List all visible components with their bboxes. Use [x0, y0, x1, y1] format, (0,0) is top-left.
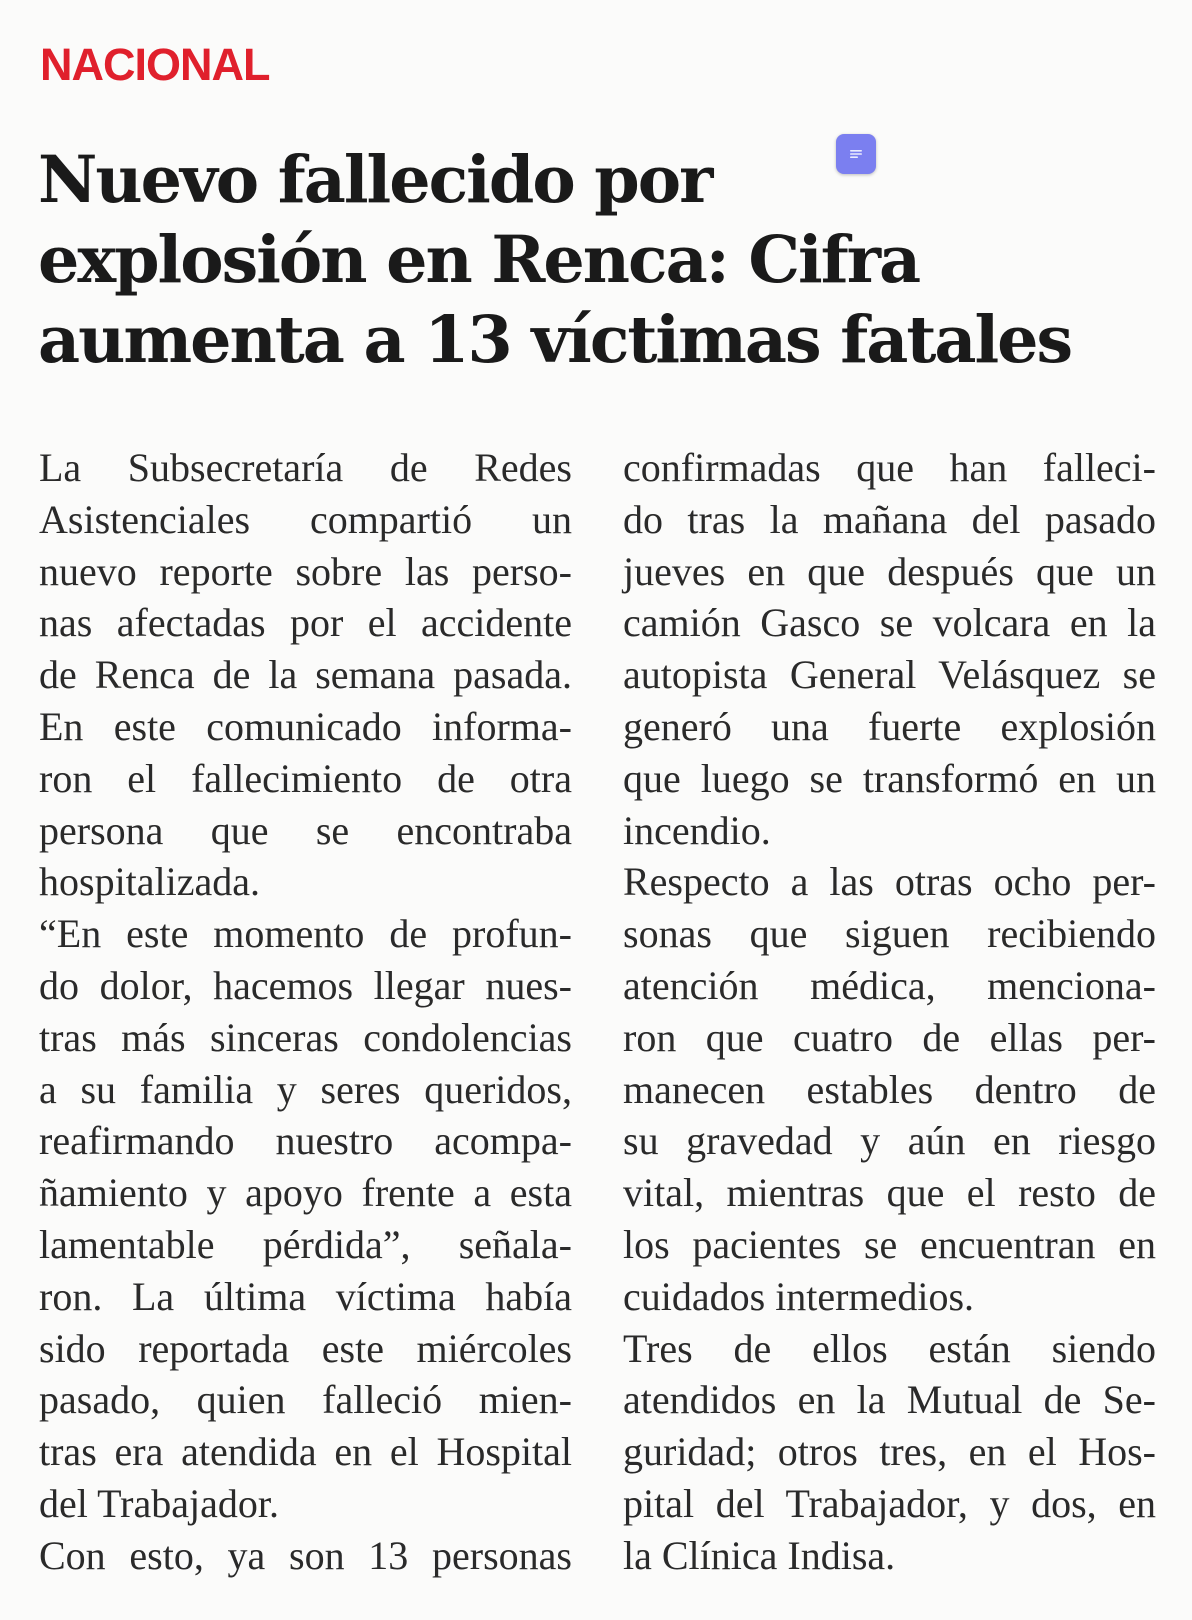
text-line: La Subsecretaría de Redes [39, 445, 572, 490]
text-line: que luego se transformó en un [623, 755, 1156, 801]
text-line: ñamiento y apoyo frente a esta [39, 1170, 572, 1216]
text-line: incendio. [623, 807, 771, 853]
note-lines-icon [849, 148, 863, 160]
text-line: nuevo reporte sobre las perso- [39, 548, 572, 594]
text-line: atendidos en la Mutual de Se- [623, 1377, 1156, 1423]
text-line: atención médica, menciona- [623, 962, 1156, 1008]
text-line: Con esto, ya son 13 personas [39, 1532, 572, 1578]
text-line: Tres de ellos están siendo [623, 1325, 1156, 1371]
text-line: tras era atendida en el Hospital [39, 1429, 572, 1475]
text-line: “En este momento de profun- [39, 911, 572, 957]
text-line: guridad; otros tres, en el Hos- [623, 1429, 1156, 1475]
text-line: a su familia y seres queridos, [39, 1066, 572, 1112]
text-line: camión Gasco se volcara en la [623, 600, 1156, 646]
text-line: pasado, quien falleció mien- [39, 1377, 572, 1423]
headline-line: aumenta a 13 víctimas fatales [38, 302, 1072, 378]
text-line: Asistenciales compartió un [39, 496, 572, 542]
text-line: sido reportada este miércoles [39, 1325, 572, 1371]
text-line: hospitalizada. [39, 859, 261, 905]
text-line: do dolor, hacemos llegar nues- [39, 962, 572, 1008]
text-line: de Renca de la semana pasada. [39, 652, 572, 698]
headline [38, 140, 1158, 380]
text-line: tras más sinceras condolencias [39, 1014, 572, 1060]
text-line: do tras la mañana del pasado [623, 496, 1156, 542]
headline-line: explosión en Renca: Cifra [38, 222, 920, 298]
note-icon[interactable] [836, 134, 876, 174]
text-line: pital del Trabajador, y dos, en [623, 1480, 1156, 1526]
text-line: los pacientes se encuentran en [623, 1221, 1156, 1267]
text-line: lamentable pérdida”, señala- [39, 1221, 572, 1267]
text-line: persona que se encontraba [39, 807, 572, 853]
text-line: ron que cuatro de ellas per- [623, 1014, 1156, 1060]
text-line: jueves en que después que un [623, 548, 1156, 594]
section-label: NACIONAL [40, 39, 270, 90]
text-line: En este comunicado informa- [39, 703, 572, 749]
text-line: vital, mientras que el resto de [623, 1170, 1156, 1216]
text-line: nas afectadas por el accidente [39, 600, 572, 646]
text-line: reafirmando nuestro acompa- [39, 1118, 572, 1164]
text-line: cuidados intermedios. [623, 1273, 975, 1319]
text-line: su gravedad y aún en riesgo [623, 1118, 1156, 1164]
headline-line: Nuevo fallecido por [38, 142, 712, 218]
text-line: generó una fuerte explosión [623, 703, 1156, 749]
text-line: ron el fallecimiento de otra [39, 755, 572, 801]
text-line: del Trabajador. [39, 1480, 279, 1526]
body-column-left [39, 442, 572, 1582]
text-line: Respecto a las otras ocho per- [623, 859, 1156, 905]
text-line: ron. La última víctima había [39, 1273, 572, 1319]
body-column-right [623, 442, 1156, 1582]
text-line: manecen estables dentro de [623, 1066, 1156, 1112]
text-line: sonas que siguen recibiendo [623, 911, 1156, 957]
text-line: la Clínica Indisa. [623, 1532, 896, 1578]
text-line: autopista General Velásquez se [623, 652, 1156, 698]
text-line: confirmadas que han falleci- [623, 445, 1156, 490]
